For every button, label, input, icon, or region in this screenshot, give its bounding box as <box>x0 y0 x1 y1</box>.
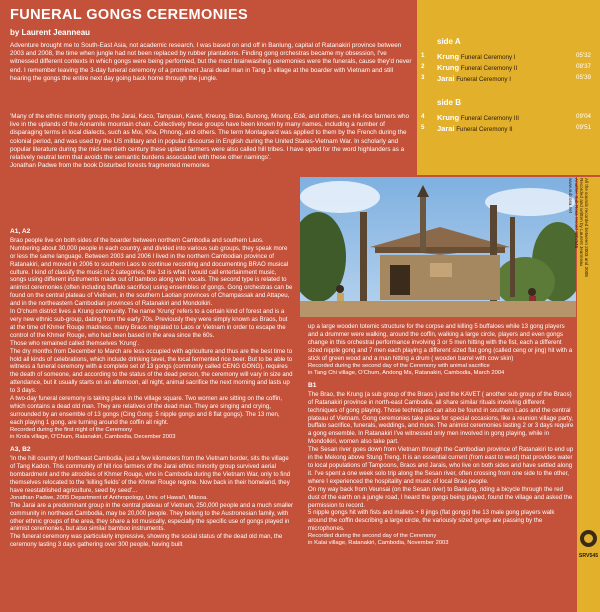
track-title: Jarai Funeral Ceremony II <box>437 124 513 133</box>
track-number: 4 <box>421 113 425 120</box>
quote-source: Jonathan Padwe from the book Disturbed forests fragmented memories <box>10 162 210 170</box>
track-number: 3 <box>421 74 425 81</box>
track-duration: 05'39 <box>576 74 591 81</box>
side-a-label: side A <box>437 37 461 46</box>
track-5 <box>421 124 595 135</box>
track-number: 5 <box>421 124 425 131</box>
totem-photo-illustration <box>300 177 576 317</box>
liner-notes-col-1: A1, A2 Brao people live on both sides of the boarder between northern Cambodia and southern Laos. Numbering about 30,000 people in each country, and divided into various sub groups, they speak more or less the same language. Between 2003 and 2006 I lived in the northern Cambodian province of Ratanakiri, and moved in 2006 to southern Laos to continue recording and documenting BRAO musical culture. I kind of classify the music in 2 categories, the 1st is what I would call entertainment music, songs using different instruments made out of bamboo along with vocals. The second type is related to animist ceremonies (often including buffalo sacrifice) using ensembles of gongs. Gong orchestras can be found on the central plateau of Vietnam, in the southern Laotian provinces of Champassak and Attapeu, and in the northeastern Cambodian provinces of Ratanakiri and Mondolkiri. In O'chum district lives a Krung community. The name 'Krung' refers to a certain kind of forest and is a very new ethnic sub-group, dating from the early 70s. Previously they were simply known as Braos, but at the time of Khmer Rouge madness, many Braos migrated to Laos or Vietnam in order to escape the control of the Khmer Rouge, who had been based in the area since the 60s. Those who remained called themselves 'Krung'. The dry months from December to March are less occupied with agriculture and thus are the best time to hold all kinds of celebrations, which include drinking tavei, the local fermented rice beer. But to be able to witness a funeral ceremony with a complete set of 13 gongs (commonly called CENG GONG), requires the death of someone, and according to the status of the dead person, the ceremony will vary in size and attendance, but it usually starts on an afternoon, all night, animal sacrifice the next morning and lasts up to 3 days. A two-day funeral ceremony is taking place in the village square. Two women are sitting on the coffin, which contains a dead old man. They are relatives of the dead man. They are singing and crying, surrounded by an ensemble of 13 gongs (Cing Gong: 5 nipple gongs and 8 flat gongs). The 13 men, each playing 1 gong, are turning around the coffin all night. Recorded during the first night of the Ceremony in Krola village, O'Chum, Ratanakiri, Cambodia, December 2003 A3, B2 'In the hill country of Northeast Cambodia, just a few kilometers from the Vietnam border, sits the village of Tang Kadon. This community of hill rice farmers of the Jarai ethnic minority group survived aerial bombardment and the atrocities of Khmer Rouge, who in Cambodia during the Vietnam War, only to find themselves relocated to the 'killing fields' of the Khmer Rouge regime. Now back in their homeland, they have reestablished agriculture, seed by seed'... Jonathan Padwe, 2005 Department of Anthropology, Univ. of Hawai'i, Mânoa. The Jarai are a predominant group in the central plateau of Vietnam, 250,000 people and a much smaller community in northeast Cambodia, may be 20,000 people. They belong to the Austronesian family, with other ethnic groups of the area, they share a lot musically, especially the specific use of gongs played in animist ceremonies, but also similar bamboo instruments. The funeral ceremony was particularly impressive, showing the social status of the dead old man, the ceremony lasting 3 days gathering over 300 people, having built <box>10 228 294 549</box>
track-title: Jarai Funeral Ceremony I <box>437 74 511 83</box>
track-title: Krung Funeral Ceremony III <box>437 113 519 122</box>
track-duration: 05'32 <box>576 52 591 59</box>
heading-a1-a2: A1, A2 <box>10 228 31 235</box>
side-b-label: side B <box>437 98 462 107</box>
quote-text: 'Many of the ethnic minority groups, the Jarai, Kaco, Tampuan, Kavet, Kreung, Brao, Bunong, Mnong, Edê, and others, are hill-rice farmers who live in the uplands of the Annamite mountain chain. Collectively these groups have been known by many names, including a number of disparaging terms in local dialects, such as Moi, Kha, Phnong, and others. The term Montagnard was applied to them by the French during the colonial period, and was used by the US military and in popular discourse in English during the United States-Vietnam War. In scholarly and popular literature during the mid-twentieth century these upland farmers were also called hill tribes. I have opted for the word highlanders as a relatively neutral term that avoids the semantic burdens associated with these other namings'. <box>10 113 410 162</box>
track-1 <box>421 52 595 63</box>
track-3 <box>421 74 595 85</box>
track-2 <box>421 63 595 74</box>
author: by Laurent Jeanneau <box>10 28 91 37</box>
credits-text: All the sounds recorded between 2003 and 2008 Recorded and written by Laurent Jeanneau Another Sub Rosa record SRV545 www.subrosa.net <box>568 178 589 277</box>
intro-text: Adventure brought me to South-East Asia, not academic research. I was based on and off in Banlung, capital of Ratanakiri province between 2003 and 2008, the time when jungle had not been replaced by rubber plantations. Finding gong orchestras became my obsession, I've witnessed different contexts in which gongs were being performed, but the most brainwashing ceremonies were the funerals, cause they'd never end. I remember leaving the 3-day funeral ceremony of a prominent Jarai dead man in Tang Ji village at the boarder with Vietnam and still hearing the gongs the entire next day going back home through the jungle. <box>10 42 412 82</box>
track-number: 2 <box>421 63 425 70</box>
track-duration: 08'37 <box>576 63 591 70</box>
album-title: FUNERAL GONGS CEREMONIES <box>10 7 249 23</box>
heading-a3-b2: A3, B2 <box>10 446 31 454</box>
sub-rosa-logo <box>580 530 597 547</box>
track-duration: 09'51 <box>576 124 591 131</box>
track-number: 1 <box>421 52 425 59</box>
track-title: Krung Funeral Ceremony I <box>437 52 516 61</box>
liner-notes-col-2: up a large wooden totemic structure for the corpse and killing 5 buffaloes while 13 gong players and a drummer were walking, around the coffin, walking a large circle, players and even gongs change in this orchestral performance involving 3 or 5 men hitting with the fist, each a different sized nipple gong and 7 men each playing a different sized flat gong (called ceng or jing) hit with a stick of green wood and a man hitting a drum ( wooden barrel with cow skin) Recorded during the second day of the Ceremony with animal sacrifice in Tang Chi village, O'Chum, Andong Ms, Ratanakiri, Cambodia, March 2004 B1 The Brao, the Krung (a sub group of the Braos ) and the KAVET ( another sub group of the Braos) of Ratanakiri province in north-east Cambodia, all share similar rituals involving different techniques of gong playing. Those techniques can also be found in southern Laos and the central plateau of Vietnam. Gong ceremonies take place for special occasions, like a reunion village party, buffalo sacrifice, funerals, weddings, and more. The animist ceremonies lasting 2 or 3 days require a gong ensemble. In Ratanakiri I've witnessed only men involved in gong playing, while in Mondolkiri, women also take part. The Sesan river goes down from Vietnam through the Cambodian province of Ratanakiri to end up in the Mekong above Stung Treng. It is an essential current (from east to west) that provides water to local populations of Tampoons, Braos and Jarais, who live on both sides and have settled along it. I've spent a one week solo trip along the Sesan river, often crossing from one side to the other, where I experienced the hospitality and music of local Brao people. On my way back from Veunsai (on the Sesan river) to Banlung, riding a bicycle through the red dust of the earth on a jungle road, I heard the gongs being played, found the village and asked the permission to record. 5 nipple gongs hit with fists and mallets + 8 jings (flat gongs) the 13 male gong players walk around the coffin describing a large circle, the variously sized gongs are passing by the microphones. Recorded during the second day of the Ceremony in Kalai village, Ratanakiri, Cambodia, November 2003 <box>308 323 574 547</box>
track-4 <box>421 113 595 124</box>
credits <box>568 178 600 338</box>
track-title: Krung Funeral Ceremony II <box>437 63 518 72</box>
ceremony-photo <box>300 177 576 317</box>
tracklist-panel <box>417 0 600 175</box>
track-duration: 09'04 <box>576 113 591 120</box>
heading-b1: B1 <box>308 381 317 389</box>
quote-block <box>10 113 412 170</box>
catalog-number: SRV545 <box>578 553 599 559</box>
